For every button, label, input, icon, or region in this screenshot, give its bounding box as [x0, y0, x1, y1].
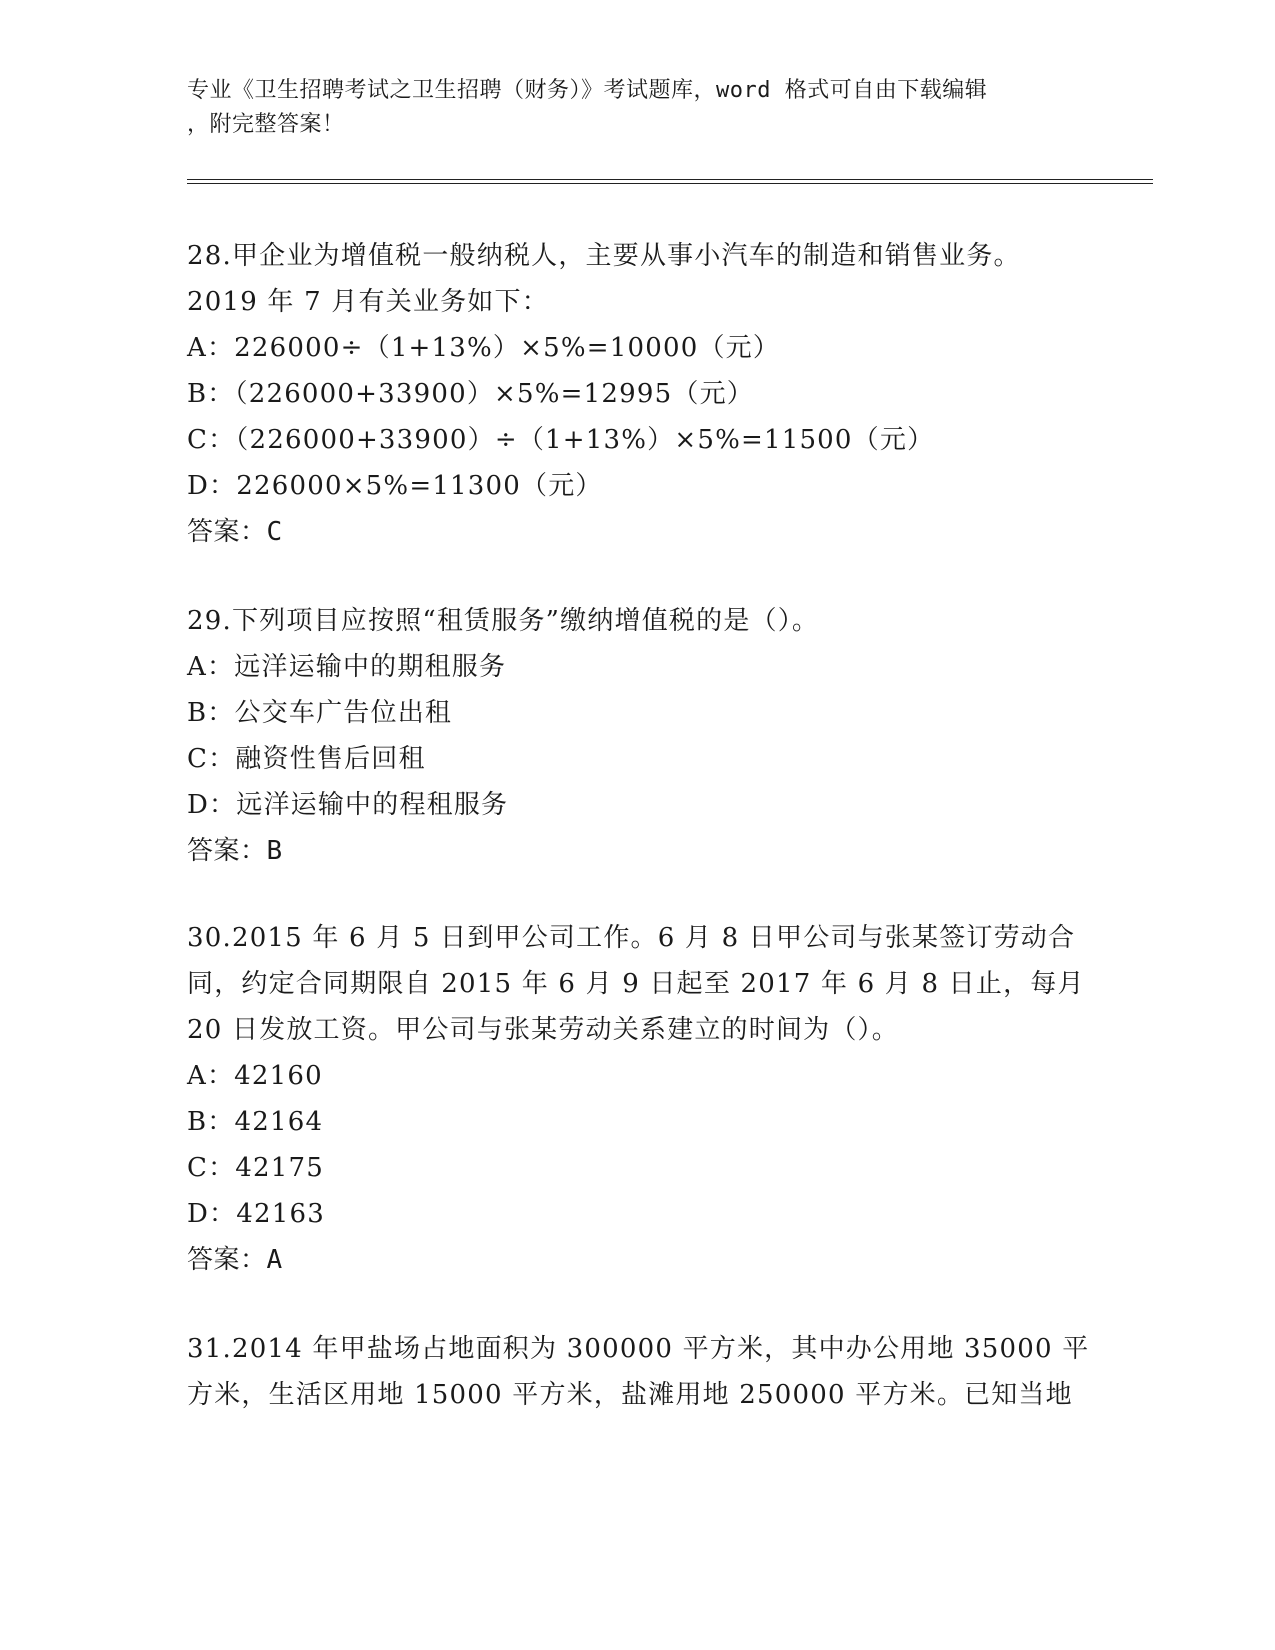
option-a: A：226000÷（1+13%）×5%=10000（元）: [187, 333, 781, 363]
question-stem-line: 31.2014 年甲盐场占地面积为 300000 平方米，其中办公用地 35000 平: [187, 1334, 1090, 1364]
question-31: [187, 1326, 1090, 1418]
document-header: [187, 74, 1067, 142]
question-stem-line: 30.2015 年 6 月 5 日到甲公司工作。6 月 8 日甲公司与张某签订劳动合: [187, 923, 1076, 953]
option-a: A：42160: [187, 1061, 323, 1091]
answer-line: 答案：B: [187, 836, 283, 866]
question-28: [187, 233, 1087, 555]
option-c: C：（226000+33900）÷（1+13%）×5%=11500（元）: [187, 425, 935, 455]
header-divider-top: [187, 179, 1153, 180]
question-29: [187, 598, 1087, 874]
question-stem-line: 2019 年 7 月有关业务如下：: [187, 287, 549, 317]
option-a: A：远洋运输中的期租服务: [187, 652, 507, 682]
option-b: B：公交车广告位出租: [187, 698, 453, 728]
option-c: C：融资性售后回租: [187, 744, 426, 774]
question-stem-line: 20 日发放工资。甲公司与张某劳动关系建立的时间为（）。: [187, 1015, 899, 1045]
question-stem-line: 同，约定合同期限自 2015 年 6 月 9 日起至 2017 年 6 月 8 日止，每月: [187, 969, 1085, 999]
option-d: D：226000×5%=11300（元）: [187, 471, 603, 501]
answer-line: 答案：A: [187, 1245, 283, 1275]
option-d: D：远洋运输中的程租服务: [187, 790, 509, 820]
option-d: D：42163: [187, 1199, 325, 1229]
question-stem-line: 28.甲企业为增值税一般纳税人，主要从事小汽车的制造和销售业务。: [187, 241, 1021, 271]
option-c: C：42175: [187, 1153, 325, 1183]
question-stem-line: 29.下列项目应按照“租赁服务”缴纳增值税的是（）。: [187, 606, 820, 636]
question-30: [187, 915, 1087, 1283]
header-title-line-continued: ，附完整答案！: [187, 112, 345, 137]
header-divider-bottom: [187, 183, 1153, 184]
question-stem-line: 方米，生活区用地 15000 平方米，盐滩用地 250000 平方米。已知当地: [187, 1380, 1073, 1410]
header-title-line: 专业《卫生招聘考试之卫生招聘（财务）》考试题库，word 格式可自由下载编辑: [187, 78, 988, 103]
option-b: B：（226000+33900）×5%=12995（元）: [187, 379, 754, 409]
answer-line: 答案：C: [187, 517, 283, 547]
option-b: B：42164: [187, 1107, 324, 1137]
